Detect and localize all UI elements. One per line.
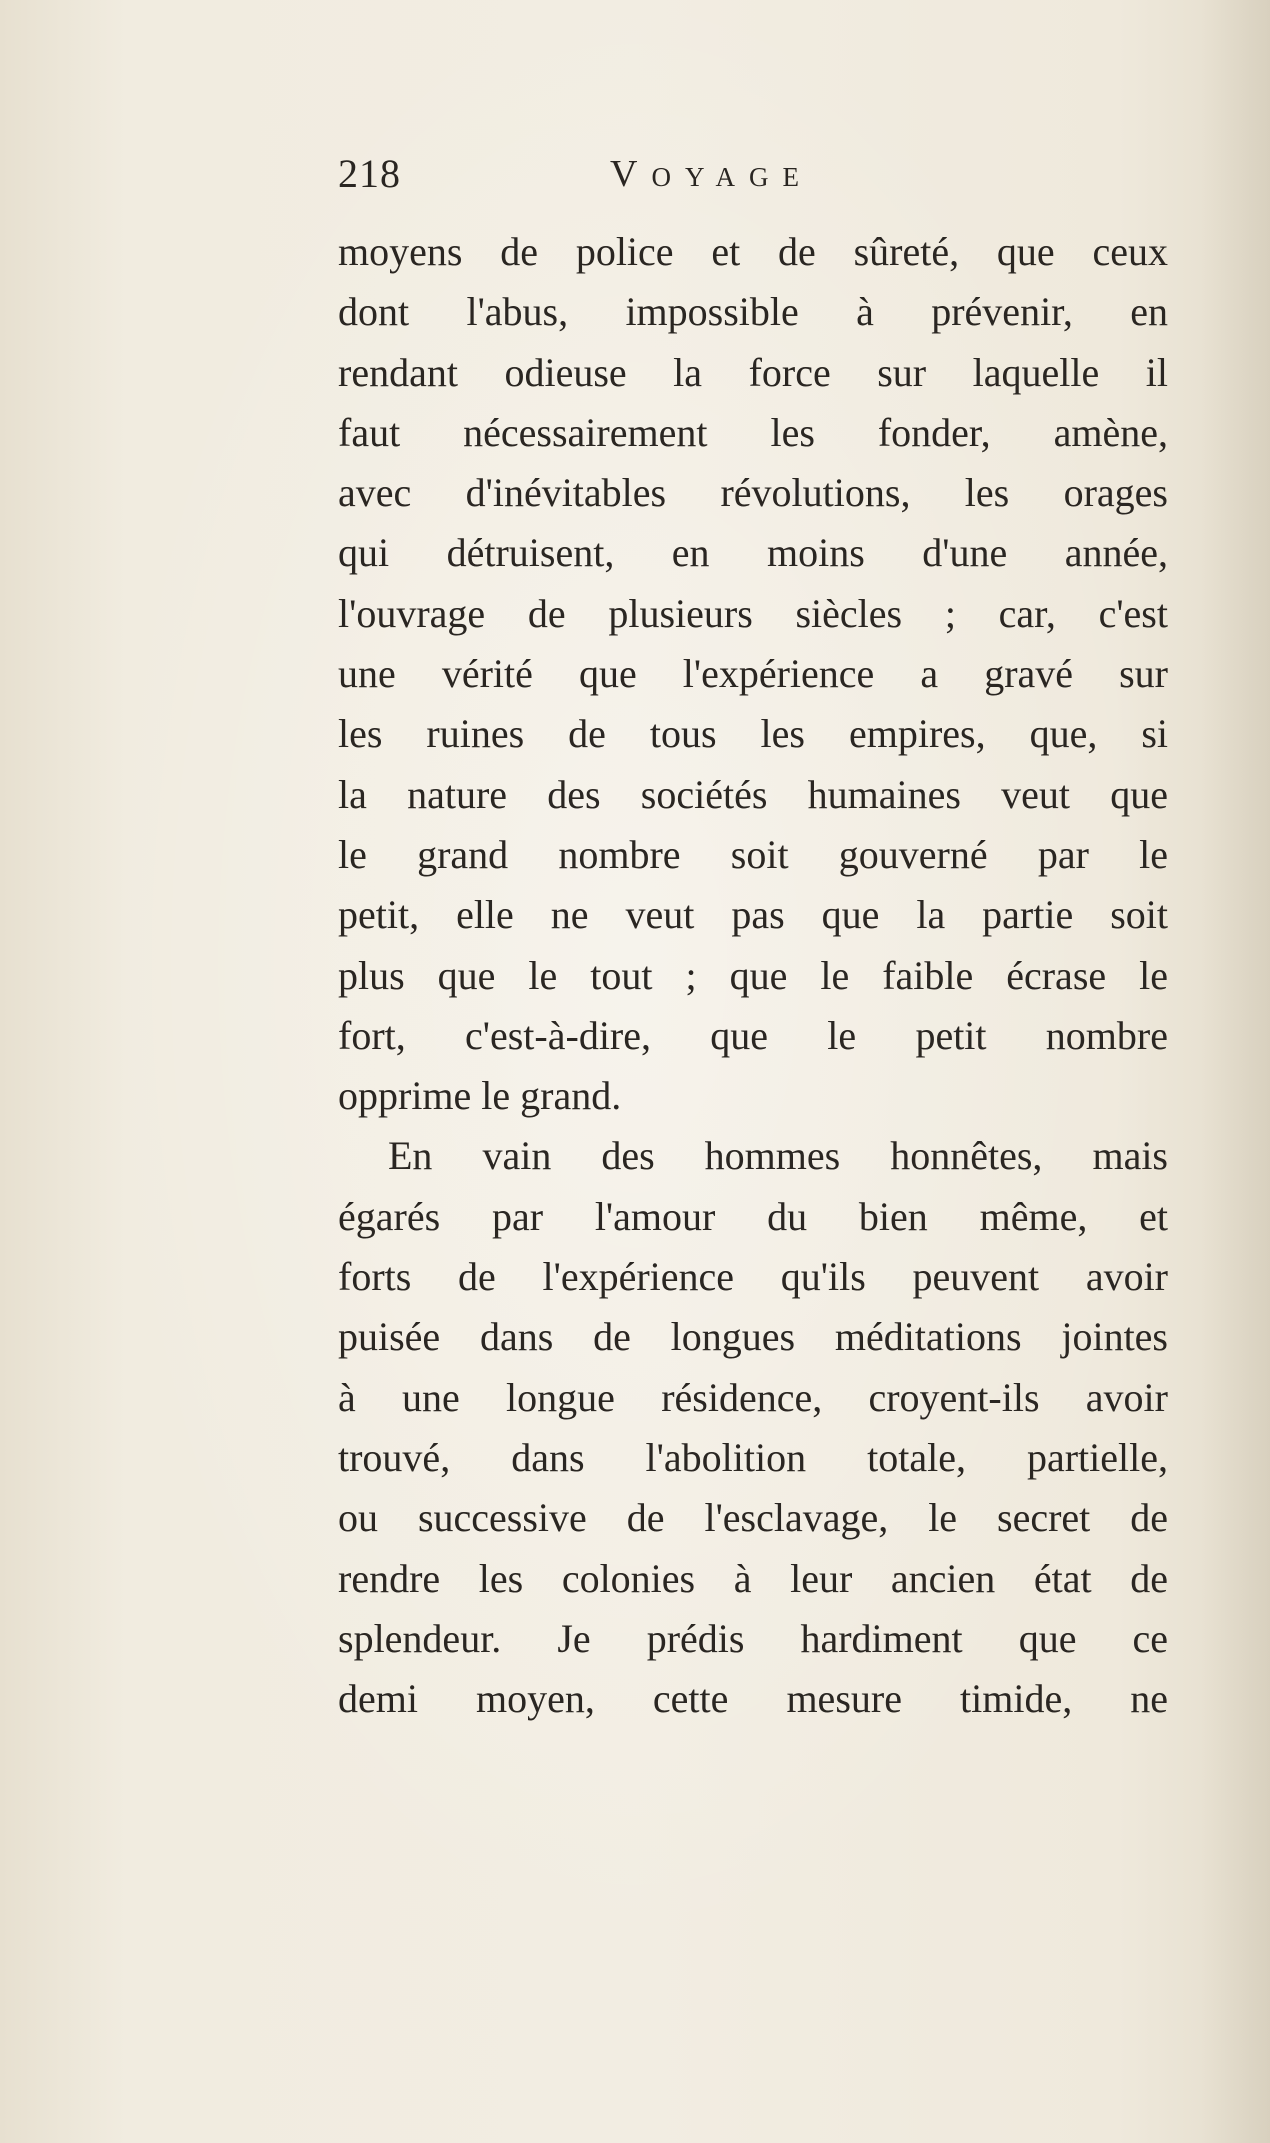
- text-line: forts de l'expérience qu'ils peuvent avoir: [338, 1254, 1168, 1300]
- text-line: les ruines de tous les empires, que, si: [338, 711, 1168, 757]
- paragraph-end-line: opprime le grand.: [338, 1073, 622, 1119]
- page-edge-shadow: [1200, 0, 1270, 2143]
- text-line: demi moyen, cette mesure timide, ne: [338, 1676, 1168, 1722]
- text-line: faut nécessairement les fonder, amène,: [338, 409, 1168, 455]
- text-line: puisée dans de longues méditations jointes: [338, 1314, 1168, 1360]
- text-line: égarés par l'amour du bien même, et: [338, 1193, 1168, 1239]
- paragraph-start-line: En vain des hommes honnêtes, mais: [388, 1133, 1168, 1179]
- text-line: rendant odieuse la force sur laquelle il: [338, 349, 1168, 395]
- running-header: [338, 150, 898, 210]
- text-line: moyens de police et de sûreté, que ceux: [338, 229, 1168, 274]
- running-title: Voyage: [610, 153, 813, 195]
- text-line: le grand nombre soit gouverné par le: [338, 831, 1168, 877]
- text-line: une vérité que l'expérience a gravé sur: [338, 651, 1168, 697]
- text-line: fort, c'est-à-dire, que le petit nombre: [338, 1012, 1168, 1058]
- text-line: avec d'inévitables révolutions, les orages: [338, 470, 1168, 516]
- text-line: petit, elle ne veut pas que la partie soit: [338, 892, 1168, 938]
- page-number: 218: [338, 151, 401, 196]
- text-line: à une longue résidence, croyent-ils avoir: [338, 1374, 1168, 1420]
- body-text: [338, 222, 1168, 1729]
- text-line: trouvé, dans l'abolition totale, partielle,: [338, 1434, 1168, 1480]
- text-line: dont l'abus, impossible à prévenir, en: [338, 289, 1168, 335]
- text-line: rendre les colonies à leur ancien état de: [338, 1555, 1168, 1601]
- text-line: ou successive de l'esclavage, le secret de: [338, 1495, 1168, 1541]
- text-line: splendeur. Je prédis hardiment que ce: [338, 1615, 1168, 1661]
- text-line: l'ouvrage de plusieurs siècles ; car, c'est: [338, 590, 1168, 636]
- text-line: la nature des sociétés humaines veut que: [338, 771, 1168, 817]
- text-line: qui détruisent, en moins d'une année,: [338, 530, 1168, 576]
- text-line: plus que le tout ; que le faible écrase le: [338, 952, 1168, 998]
